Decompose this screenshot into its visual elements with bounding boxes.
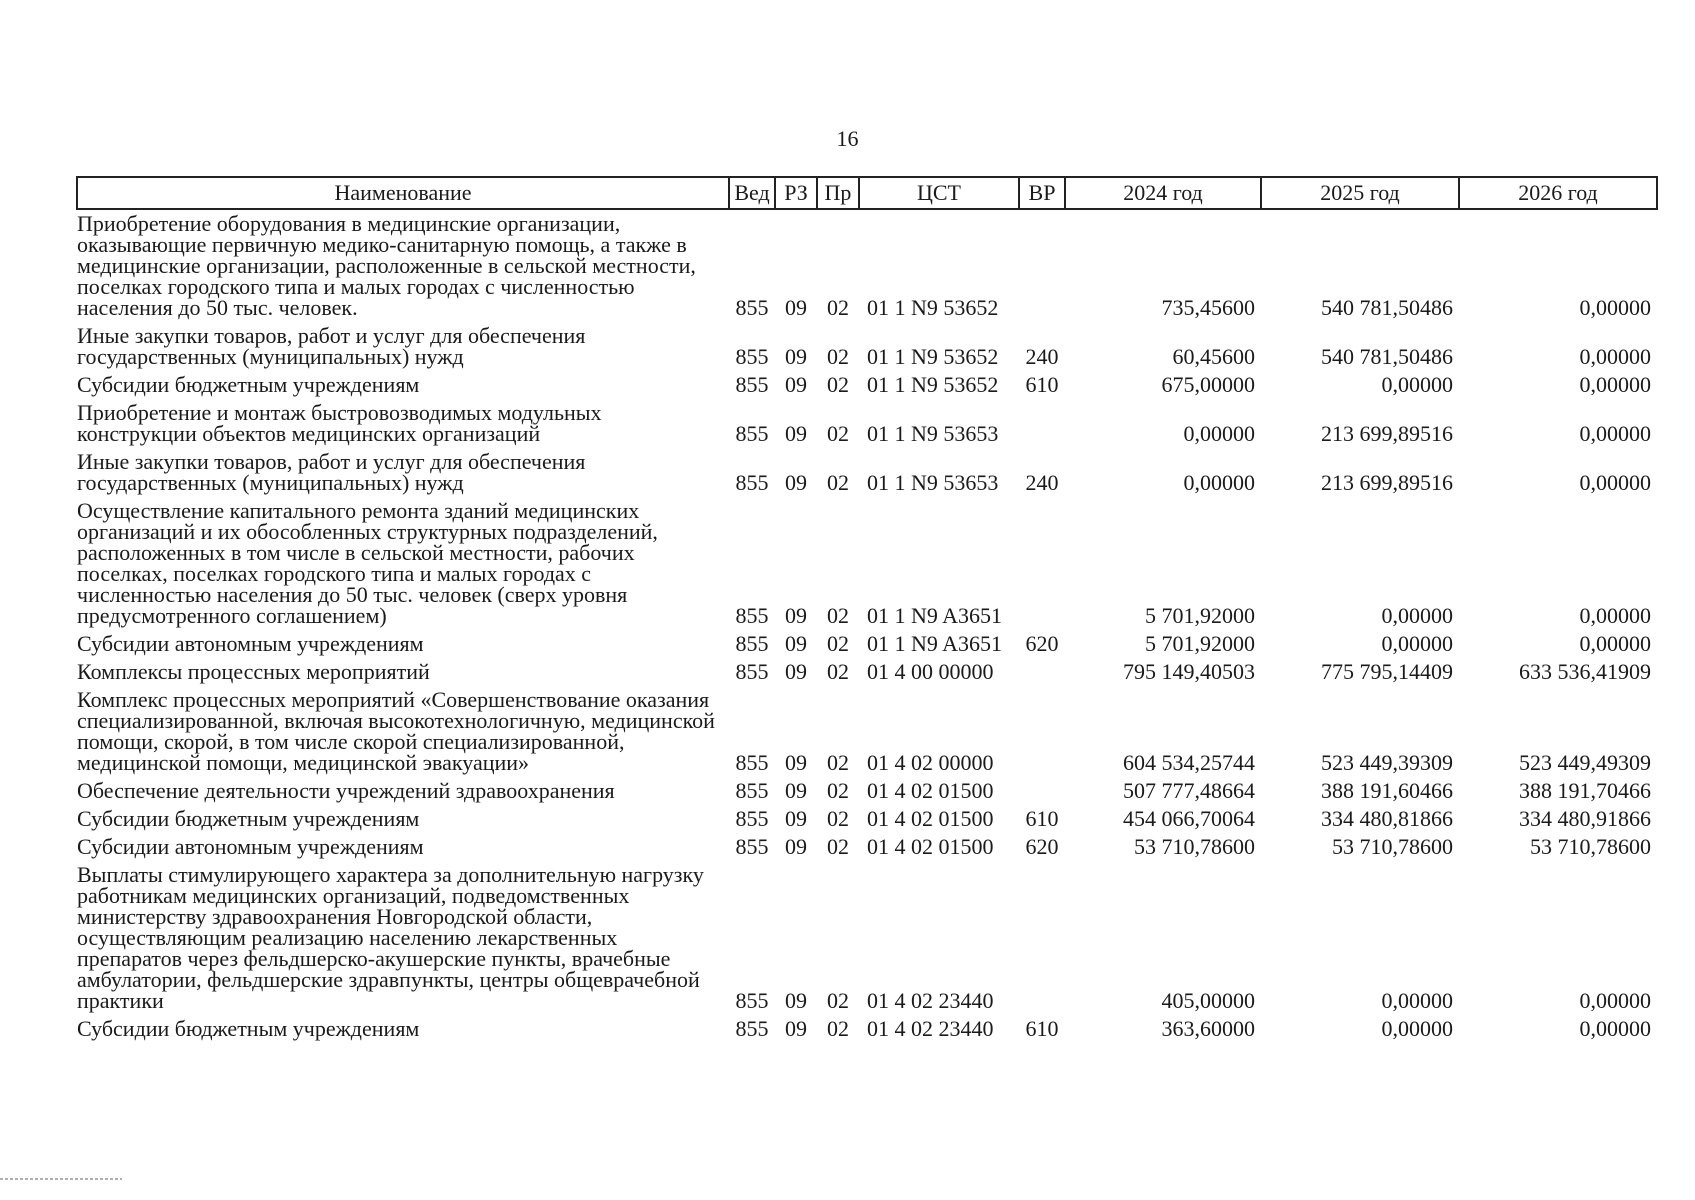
cell-ved: 855: [735, 372, 769, 397]
table-body: [77, 209, 1657, 1043]
cell-y2026: 523 449,49309: [1519, 750, 1651, 775]
cell-rz: 09: [785, 988, 807, 1013]
cell-name: Иные закупки товаров, работ и услуг для обеспечения государственных (муниципальных) нужд: [77, 449, 586, 495]
header-rz: РЗ: [775, 177, 817, 209]
cell-vr: 240: [1025, 344, 1059, 369]
cell-name: Субсидии бюджетным учреждениям: [77, 372, 420, 397]
cell-name: Иные закупки товаров, работ и услуг для обеспечения государственных (муниципальных) нужд: [77, 323, 586, 369]
cell-rz: 09: [785, 1016, 807, 1041]
cell-y2026: 0,00000: [1579, 470, 1651, 495]
cell-pr: 02: [827, 603, 849, 628]
cell-y2025: 213 699,89516: [1321, 470, 1453, 495]
cell-name: Субсидии автономным учреждениям: [77, 834, 424, 859]
cell-cst: 01 1 N9 53652: [867, 295, 999, 320]
cell-y2025: 53 710,78600: [1332, 834, 1453, 859]
table-row: [77, 1015, 1657, 1043]
header-ved: Вед: [729, 177, 775, 209]
header-cst: ЦСТ: [859, 177, 1019, 209]
cell-rz: 09: [785, 295, 807, 320]
cell-cst: 01 1 N9 53653: [867, 421, 999, 446]
cell-vr: [1019, 686, 1065, 777]
cell-cst: 01 1 N9 A3651: [867, 603, 1003, 628]
cell-name: Приобретение оборудования в медицинские организации, оказывающие первичную медико-санитарную помощь, а также в медицинские организации, расположенные в сельской местности, поселках городского типа и малых городах с численностью населения до 50 тыс. человек.: [77, 211, 696, 320]
cell-y2026: 0,00000: [1579, 603, 1651, 628]
cell-rz: 09: [785, 470, 807, 495]
cell-vr: 620: [1025, 631, 1059, 656]
cell-y2026: 0,00000: [1579, 631, 1651, 656]
cell-y2026: 388 191,70466: [1519, 778, 1651, 803]
cell-vr: 620: [1025, 834, 1059, 859]
cell-name: Субсидии бюджетным учреждениям: [77, 806, 420, 831]
table-row: [77, 399, 1657, 448]
cell-y2024: 0,00000: [1183, 470, 1255, 495]
cell-rz: 09: [785, 834, 807, 859]
cell-vr: [1019, 861, 1065, 1015]
cell-ved: 855: [735, 659, 769, 684]
cell-y2024: 5 701,92000: [1145, 631, 1255, 656]
cell-name: Комплексы процессных мероприятий: [77, 659, 430, 684]
header-2024: 2024 год: [1065, 177, 1261, 209]
table-row: [77, 448, 1657, 497]
cell-ved: 855: [735, 750, 769, 775]
cell-rz: 09: [785, 750, 807, 775]
cell-name: Осуществление капитального ремонта зданий медицинских организаций и их обособленных структурных подразделений, расположенных в том числе в сельской местности, рабочих поселках, поселках городского типа и малых городах с численностью населения до 50 тыс. человек (сверх уровня предусмотренного соглашением): [77, 498, 658, 628]
cell-pr: 02: [827, 988, 849, 1013]
cell-rz: 09: [785, 421, 807, 446]
cell-y2024: 363,60000: [1161, 1016, 1255, 1041]
cell-vr: 240: [1025, 470, 1059, 495]
cell-ved: 855: [735, 421, 769, 446]
cell-y2025: 0,00000: [1381, 631, 1453, 656]
cell-name: Приобретение и монтаж быстровозводимых модульных конструкции объектов медицинских организаций: [77, 400, 602, 446]
cell-vr: [1019, 209, 1065, 322]
cell-pr: 02: [827, 806, 849, 831]
table-row: [77, 777, 1657, 805]
cell-y2025: 213 699,89516: [1321, 421, 1453, 446]
cell-vr: [1019, 658, 1065, 686]
cell-y2024: 604 534,25744: [1123, 750, 1255, 775]
cell-cst: 01 1 N9 53652: [867, 372, 999, 397]
table-row: [77, 686, 1657, 777]
table-row: [77, 209, 1657, 322]
cell-y2024: 454 066,70064: [1123, 806, 1255, 831]
table-row: [77, 658, 1657, 686]
cell-cst: 01 4 02 23440: [867, 988, 994, 1013]
cell-ved: 855: [735, 470, 769, 495]
cell-y2024: 507 777,48664: [1123, 778, 1255, 803]
cell-y2024: 53 710,78600: [1134, 834, 1255, 859]
cell-cst: 01 4 02 01500: [867, 806, 994, 831]
cell-vr: [1019, 399, 1065, 448]
budget-table: [76, 176, 1658, 1043]
cell-cst: 01 4 02 01500: [867, 778, 994, 803]
cell-pr: 02: [827, 421, 849, 446]
cell-y2026: 0,00000: [1579, 295, 1651, 320]
cell-ved: 855: [735, 631, 769, 656]
cell-y2026: 0,00000: [1579, 344, 1651, 369]
table-row: [77, 497, 1657, 630]
table-row: [77, 371, 1657, 399]
cell-y2025: 540 781,50486: [1321, 295, 1453, 320]
cell-pr: 02: [827, 372, 849, 397]
cell-vr: [1019, 777, 1065, 805]
cell-name: Комплекс процессных мероприятий «Совершенствование оказания специализированной, включая высокотехнологичную, медицинской помощи, скорой, в том числе скорой специализированной, медицинской помощи, медицинской эвакуации»: [77, 687, 715, 775]
cell-name: Субсидии бюджетным учреждениям: [77, 1016, 420, 1041]
cell-pr: 02: [827, 1016, 849, 1041]
cell-pr: 02: [827, 659, 849, 684]
cell-cst: 01 4 02 00000: [867, 750, 994, 775]
cell-cst: 01 4 02 23440: [867, 1016, 994, 1041]
cell-y2025: 0,00000: [1381, 372, 1453, 397]
cell-y2026: 0,00000: [1579, 1016, 1651, 1041]
cell-ved: 855: [735, 1016, 769, 1041]
page-number: 16: [836, 126, 859, 151]
cell-rz: 09: [785, 778, 807, 803]
table-header: [77, 177, 1657, 209]
cell-y2024: 675,00000: [1161, 372, 1255, 397]
header-2025: 2025 год: [1261, 177, 1459, 209]
cell-name: Обеспечение деятельности учреждений здравоохранения: [77, 778, 615, 803]
header-vr: ВР: [1019, 177, 1065, 209]
cell-y2026: 0,00000: [1579, 988, 1651, 1013]
cell-rz: 09: [785, 631, 807, 656]
cell-pr: 02: [827, 344, 849, 369]
cell-rz: 09: [785, 806, 807, 831]
cell-name: Выплаты стимулирующего характера за дополнительную нагрузку работникам медицинских организаций, подведомственных министерству здравоохранения Новгородской области, осуществляющим реализацию населению лекарственных препаратов через фельдшерско-акушерские пункты, врачебные амбулатории, фельдшерские здравпункты, центры общеврачебной практики: [77, 862, 704, 1013]
cell-y2026: 0,00000: [1579, 372, 1651, 397]
cell-y2024: 405,00000: [1161, 988, 1255, 1013]
cell-y2024: 795 149,40503: [1123, 659, 1255, 684]
cell-y2025: 334 480,81866: [1321, 806, 1453, 831]
cell-ved: 855: [735, 295, 769, 320]
cell-pr: 02: [827, 295, 849, 320]
cell-ved: 855: [735, 344, 769, 369]
cell-cst: 01 1 N9 53653: [867, 470, 999, 495]
table-row: [77, 630, 1657, 658]
header-2026: 2026 год: [1459, 177, 1657, 209]
cell-cst: 01 1 N9 53652: [867, 344, 999, 369]
cell-y2025: 775 795,14409: [1321, 659, 1453, 684]
header-name: Наименование: [77, 177, 729, 209]
cell-y2025: 0,00000: [1381, 603, 1453, 628]
cell-y2024: 735,45600: [1161, 295, 1255, 320]
cell-vr: 610: [1025, 1016, 1059, 1041]
cell-cst: 01 4 02 01500: [867, 834, 994, 859]
cell-rz: 09: [785, 603, 807, 628]
cell-y2025: 388 191,60466: [1321, 778, 1453, 803]
cell-ved: 855: [735, 988, 769, 1013]
table-row: [77, 805, 1657, 833]
table-row: [77, 833, 1657, 861]
cell-vr: 610: [1025, 806, 1059, 831]
table-row: [77, 322, 1657, 371]
cell-pr: 02: [827, 778, 849, 803]
cell-rz: 09: [785, 344, 807, 369]
cell-name: Субсидии автономным учреждениям: [77, 631, 424, 656]
cell-y2024: 0,00000: [1183, 421, 1255, 446]
cell-y2024: 5 701,92000: [1145, 603, 1255, 628]
cell-rz: 09: [785, 659, 807, 684]
cell-y2026: 53 710,78600: [1530, 834, 1651, 859]
cell-ved: 855: [735, 834, 769, 859]
cell-vr: [1019, 497, 1065, 630]
table-row: [77, 861, 1657, 1015]
cell-ved: 855: [735, 806, 769, 831]
cell-y2025: 0,00000: [1381, 1016, 1453, 1041]
header-pr: Пр: [817, 177, 859, 209]
cell-y2026: 633 536,41909: [1519, 659, 1651, 684]
cell-vr: 610: [1025, 372, 1059, 397]
cell-y2026: 0,00000: [1579, 421, 1651, 446]
scan-margin-mark: [0, 1178, 122, 1180]
cell-y2026: 334 480,91866: [1519, 806, 1651, 831]
cell-cst: 01 4 00 00000: [867, 659, 994, 684]
cell-pr: 02: [827, 750, 849, 775]
cell-y2025: 523 449,39309: [1321, 750, 1453, 775]
cell-ved: 855: [735, 778, 769, 803]
cell-cst: 01 1 N9 A3651: [867, 631, 1003, 656]
cell-y2024: 60,45600: [1172, 344, 1255, 369]
cell-pr: 02: [827, 631, 849, 656]
cell-rz: 09: [785, 372, 807, 397]
cell-pr: 02: [827, 834, 849, 859]
cell-ved: 855: [735, 603, 769, 628]
cell-pr: 02: [827, 470, 849, 495]
cell-y2025: 540 781,50486: [1321, 344, 1453, 369]
cell-y2025: 0,00000: [1381, 988, 1453, 1013]
